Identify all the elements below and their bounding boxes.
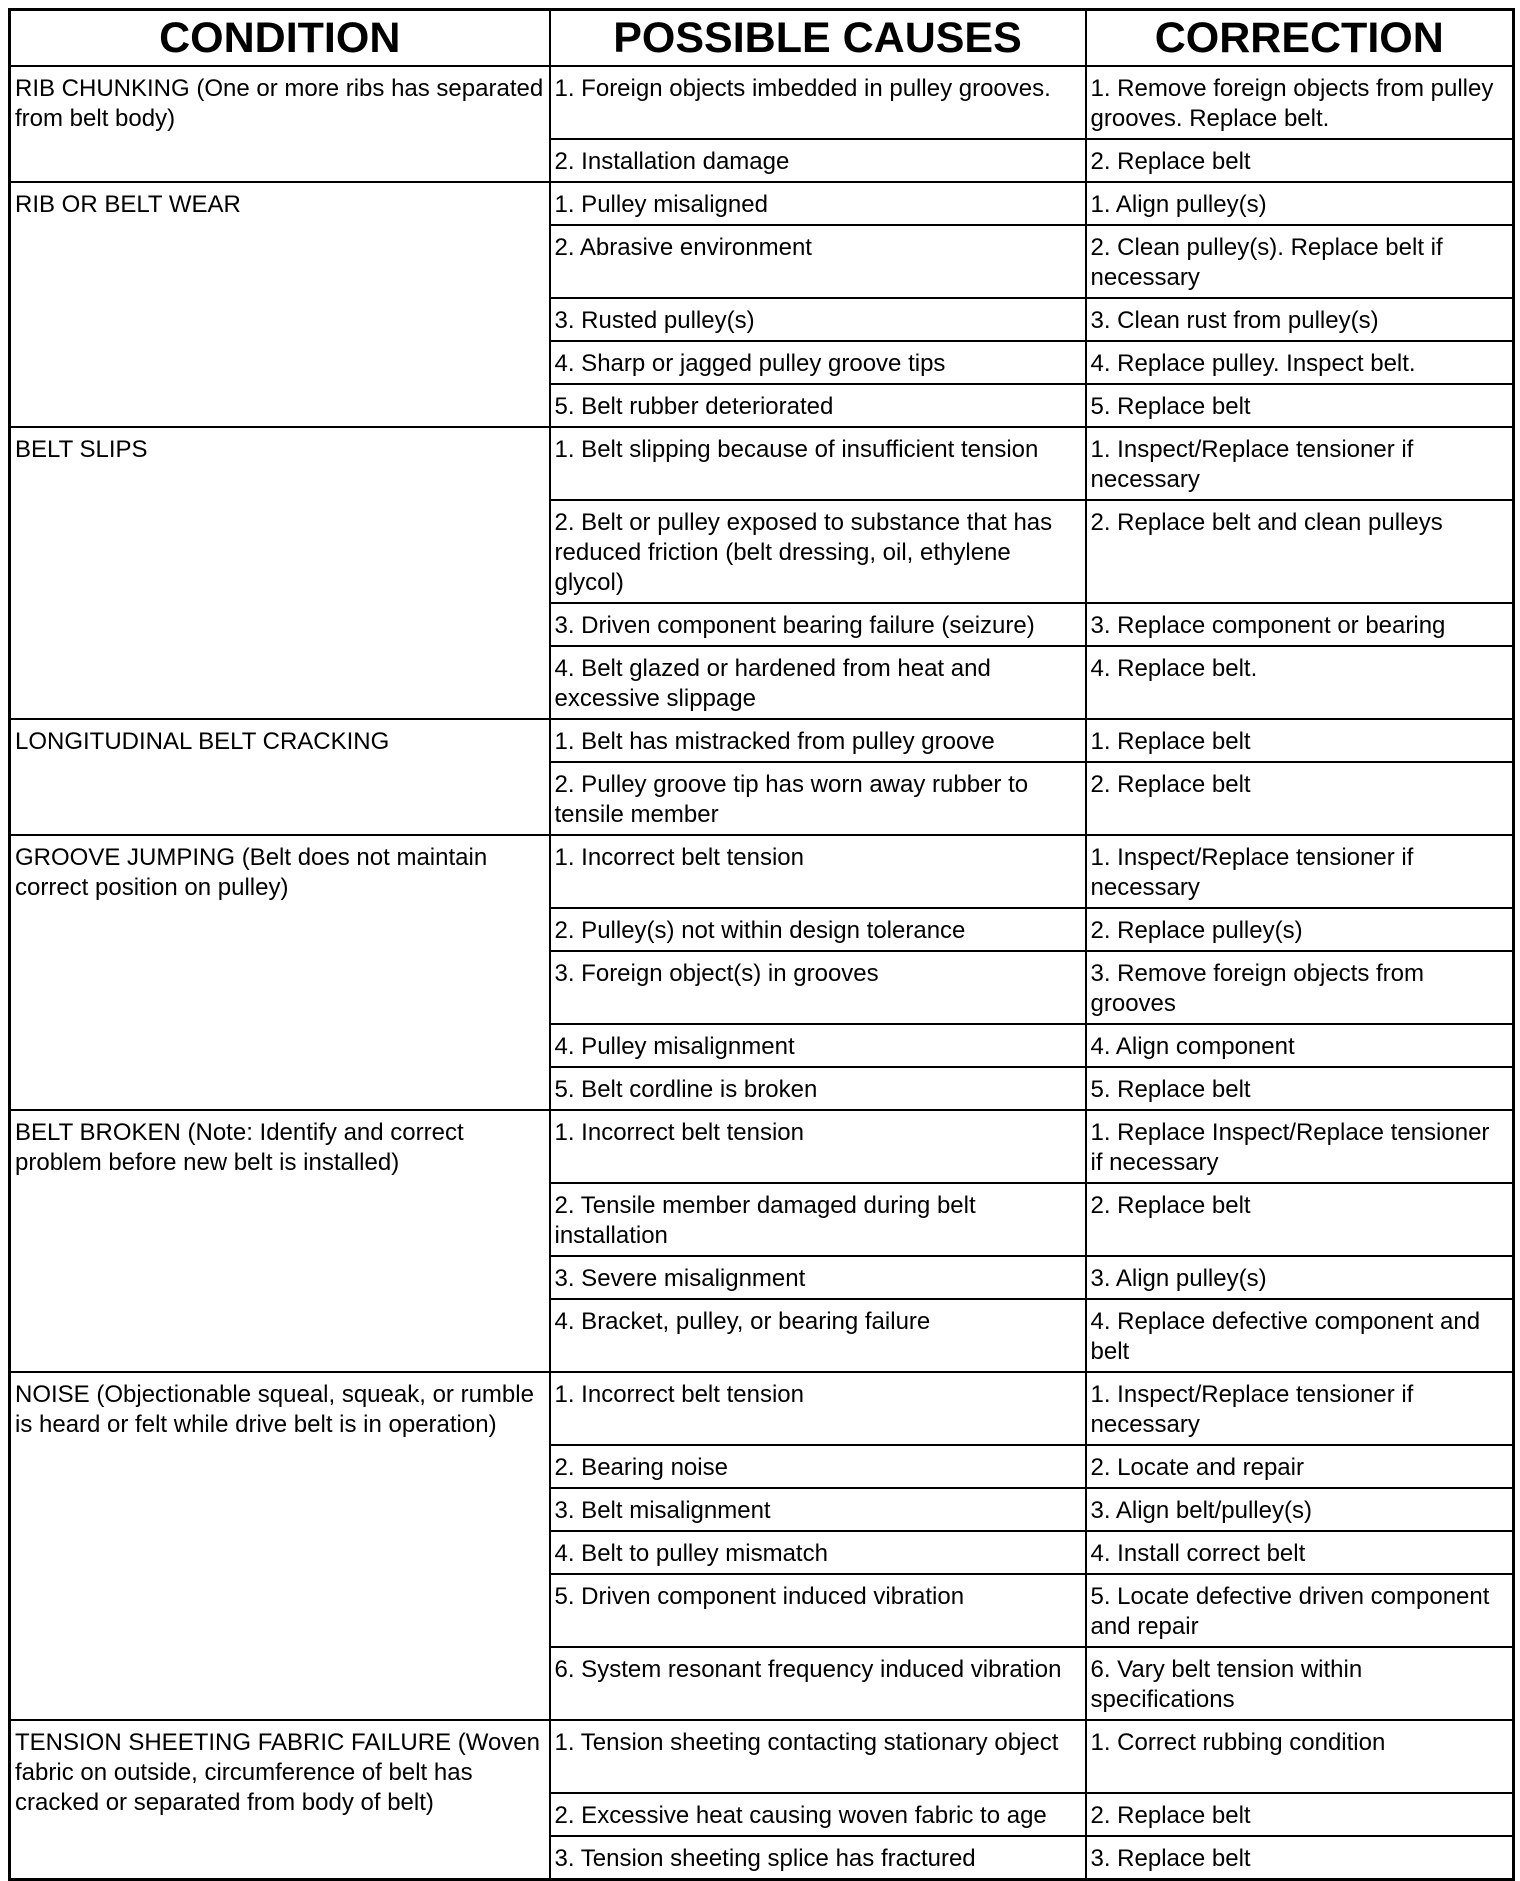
correction-cell: 3. Replace belt: [1086, 1836, 1514, 1880]
cause-cell: 4. Belt to pulley mismatch: [550, 1531, 1086, 1574]
table-row: [10, 1720, 1514, 1793]
cause-cell: 4. Pulley misalignment: [550, 1024, 1086, 1067]
correction-cell: 4. Align component: [1086, 1024, 1514, 1067]
cause-cell: 3. Severe misalignment: [550, 1256, 1086, 1299]
condition-cell: GROOVE JUMPING (Belt does not maintain correct position on pulley): [10, 835, 550, 1110]
correction-cell: 1. Align pulley(s): [1086, 182, 1514, 225]
cause-cell: 1. Pulley misaligned: [550, 182, 1086, 225]
correction-cell: 3. Remove foreign objects from grooves: [1086, 951, 1514, 1024]
correction-cell: 2. Replace belt: [1086, 1183, 1514, 1256]
cause-cell: 1. Foreign objects imbedded in pulley grooves.: [550, 66, 1086, 139]
condition-cell: BELT SLIPS: [10, 427, 550, 719]
cause-cell: 1. Tension sheeting contacting stationary object: [550, 1720, 1086, 1793]
correction-cell: 6. Vary belt tension within specifications: [1086, 1647, 1514, 1720]
table-body: [10, 66, 1514, 1880]
correction-cell: 2. Replace belt and clean pulleys: [1086, 500, 1514, 603]
cause-cell: 2. Excessive heat causing woven fabric to age: [550, 1793, 1086, 1836]
condition-header: CONDITION: [10, 10, 550, 67]
correction-cell: 1. Remove foreign objects from pulley grooves. Replace belt.: [1086, 66, 1514, 139]
correction-cell: 2. Replace belt: [1086, 762, 1514, 835]
table-row: [10, 835, 1514, 908]
correction-cell: 5. Replace belt: [1086, 1067, 1514, 1110]
condition-cell: RIB OR BELT WEAR: [10, 182, 550, 427]
cause-cell: 5. Belt rubber deteriorated: [550, 384, 1086, 427]
cause-cell: 2. Bearing noise: [550, 1445, 1086, 1488]
cause-cell: 1. Belt has mistracked from pulley groove: [550, 719, 1086, 762]
correction-cell: 4. Replace defective component and belt: [1086, 1299, 1514, 1372]
cause-cell: 2. Belt or pulley exposed to substance that has reduced friction (belt dressing, oil, ethylene glycol): [550, 500, 1086, 603]
correction-cell: 3. Clean rust from pulley(s): [1086, 298, 1514, 341]
condition-cell: RIB CHUNKING (One or more ribs has separated from belt body): [10, 66, 550, 182]
cause-cell: 3. Belt misalignment: [550, 1488, 1086, 1531]
condition-cell: TENSION SHEETING FABRIC FAILURE (Woven fabric on outside, circumference of belt has cracked or separated from body of belt): [10, 1720, 550, 1880]
cause-cell: 1. Incorrect belt tension: [550, 1110, 1086, 1183]
correction-cell: 2. Replace belt: [1086, 139, 1514, 182]
cause-cell: 3. Driven component bearing failure (seizure): [550, 603, 1086, 646]
cause-cell: 4. Sharp or jagged pulley groove tips: [550, 341, 1086, 384]
correction-cell: 3. Align pulley(s): [1086, 1256, 1514, 1299]
condition-cell: LONGITUDINAL BELT CRACKING: [10, 719, 550, 835]
correction-cell: 3. Align belt/pulley(s): [1086, 1488, 1514, 1531]
diagnosis-table: [8, 8, 1515, 1881]
correction-cell: 5. Locate defective driven component and repair: [1086, 1574, 1514, 1647]
cause-cell: 2. Installation damage: [550, 139, 1086, 182]
correction-cell: 1. Inspect/Replace tensioner if necessary: [1086, 1372, 1514, 1445]
cause-cell: 5. Belt cordline is broken: [550, 1067, 1086, 1110]
correction-cell: 1. Correct rubbing condition: [1086, 1720, 1514, 1793]
correction-cell: 4. Replace pulley. Inspect belt.: [1086, 341, 1514, 384]
cause-cell: 5. Driven component induced vibration: [550, 1574, 1086, 1647]
correction-header: CORRECTION: [1086, 10, 1514, 67]
condition-cell: BELT BROKEN (Note: Identify and correct problem before new belt is installed): [10, 1110, 550, 1372]
correction-cell: 2. Clean pulley(s). Replace belt if necessary: [1086, 225, 1514, 298]
cause-cell: 2. Pulley(s) not within design tolerance: [550, 908, 1086, 951]
correction-cell: 1. Replace belt: [1086, 719, 1514, 762]
cause-cell: 4. Belt glazed or hardened from heat and excessive slippage: [550, 646, 1086, 719]
condition-cell: NOISE (Objectionable squeal, squeak, or rumble is heard or felt while drive belt is in operation): [10, 1372, 550, 1720]
header-row: [10, 10, 1514, 67]
correction-cell: 4. Replace belt.: [1086, 646, 1514, 719]
cause-cell: 2. Abrasive environment: [550, 225, 1086, 298]
table-row: [10, 1372, 1514, 1445]
correction-cell: 2. Replace pulley(s): [1086, 908, 1514, 951]
table-row: [10, 719, 1514, 762]
cause-cell: 3. Foreign object(s) in grooves: [550, 951, 1086, 1024]
cause-cell: 6. System resonant frequency induced vibration: [550, 1647, 1086, 1720]
correction-cell: 4. Install correct belt: [1086, 1531, 1514, 1574]
cause-cell: 3. Tension sheeting splice has fractured: [550, 1836, 1086, 1880]
correction-cell: 5. Replace belt: [1086, 384, 1514, 427]
cause-cell: 3. Rusted pulley(s): [550, 298, 1086, 341]
cause-cell: 2. Pulley groove tip has worn away rubber to tensile member: [550, 762, 1086, 835]
correction-cell: 2. Locate and repair: [1086, 1445, 1514, 1488]
table-row: [10, 182, 1514, 225]
table-row: [10, 66, 1514, 139]
correction-cell: 1. Inspect/Replace tensioner if necessary: [1086, 835, 1514, 908]
correction-cell: 3. Replace component or bearing: [1086, 603, 1514, 646]
cause-cell: 1. Belt slipping because of insufficient tension: [550, 427, 1086, 500]
table-row: [10, 1110, 1514, 1183]
cause-cell: 4. Bracket, pulley, or bearing failure: [550, 1299, 1086, 1372]
correction-cell: 2. Replace belt: [1086, 1793, 1514, 1836]
cause-cell: 2. Tensile member damaged during belt installation: [550, 1183, 1086, 1256]
cause-cell: 1. Incorrect belt tension: [550, 835, 1086, 908]
correction-cell: 1. Replace Inspect/Replace tensioner if necessary: [1086, 1110, 1514, 1183]
cause-cell: 1. Incorrect belt tension: [550, 1372, 1086, 1445]
possible-causes-header: POSSIBLE CAUSES: [550, 10, 1086, 67]
correction-cell: 1. Inspect/Replace tensioner if necessary: [1086, 427, 1514, 500]
table-row: [10, 427, 1514, 500]
